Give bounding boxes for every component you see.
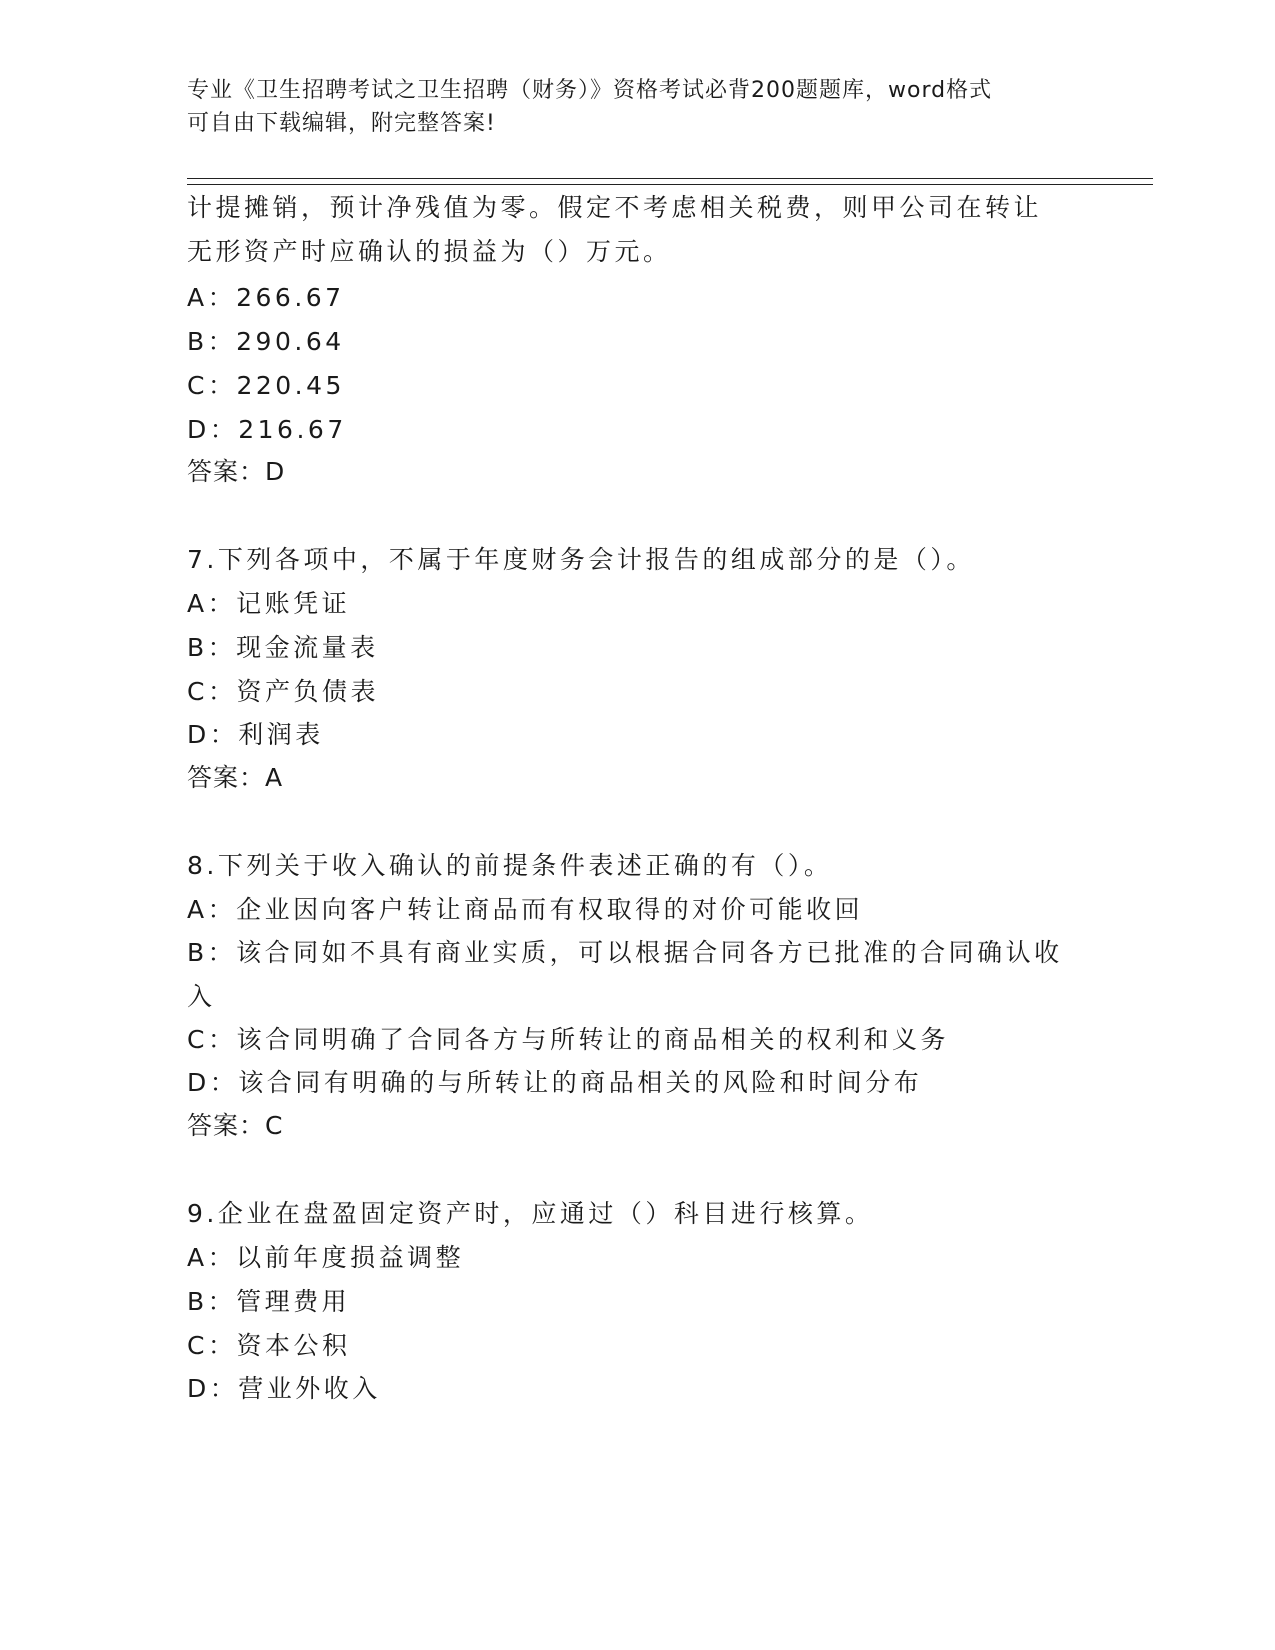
question-stem-line: 计提摊销，预计净残值为零。假定不考虑相关税费，则甲公司在转让 bbox=[187, 193, 1043, 222]
answer: 答案：C bbox=[187, 1111, 284, 1140]
question-stem: 9.企业在盘盈固定资产时，应通过（）科目进行核算。 bbox=[187, 1199, 874, 1228]
option-d: D：营业外收入 bbox=[187, 1374, 381, 1403]
option-d: D：216.67 bbox=[187, 415, 347, 444]
option-b: B：该合同如不具有商业实质，可以根据合同各方已批准的合同确认收 bbox=[187, 938, 1063, 967]
option-c: C：该合同明确了合同各方与所转让的商品相关的权利和义务 bbox=[187, 1025, 949, 1054]
answer: 答案：D bbox=[187, 457, 286, 486]
option-b: B：现金流量表 bbox=[187, 633, 379, 662]
option-c: C：资产负债表 bbox=[187, 677, 379, 706]
option-a: A：企业因向客户转让商品而有权取得的对价可能收回 bbox=[187, 895, 864, 924]
header-line-2: 可自由下载编辑，附完整答案! bbox=[187, 111, 496, 136]
header-rule-bottom bbox=[187, 184, 1153, 185]
option-d: D：该合同有明确的与所转让的商品相关的风险和时间分布 bbox=[187, 1068, 923, 1097]
page-header bbox=[187, 74, 1087, 140]
option-a: A：以前年度损益调整 bbox=[187, 1243, 465, 1272]
option-d: D：利润表 bbox=[187, 720, 324, 749]
option-a: A：266.67 bbox=[187, 283, 345, 312]
answer: 答案：A bbox=[187, 763, 284, 792]
option-b: B：管理费用 bbox=[187, 1287, 351, 1316]
question-stem: 7.下列各项中，不属于年度财务会计报告的组成部分的是（）。 bbox=[187, 545, 975, 574]
option-a: A：记账凭证 bbox=[187, 589, 351, 618]
option-b: B：290.64 bbox=[187, 327, 345, 356]
question-stem-line: 无形资产时应确认的损益为（）万元。 bbox=[187, 237, 672, 266]
header-rule-top bbox=[187, 178, 1153, 179]
header-line-1: 专业《卫生招聘考试之卫生招聘（财务）》资格考试必背200题题库，word格式 bbox=[187, 78, 993, 103]
option-b-continued: 入 bbox=[187, 982, 216, 1011]
option-c: C：220.45 bbox=[187, 371, 345, 400]
option-c: C：资本公积 bbox=[187, 1331, 351, 1360]
question-stem: 8.下列关于收入确认的前提条件表述正确的有（）。 bbox=[187, 851, 833, 880]
